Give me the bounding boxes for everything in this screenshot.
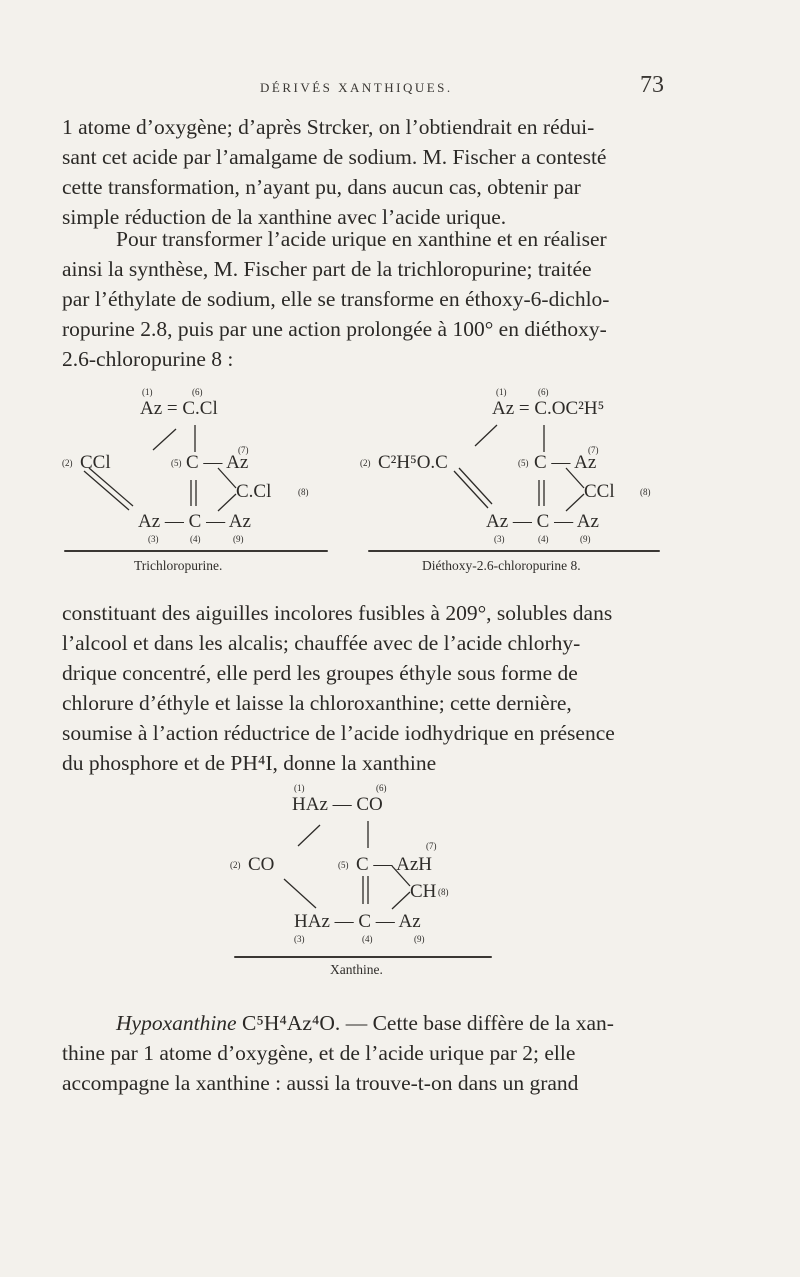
text-fragment: — Cette base diffère de la xan- (340, 1011, 614, 1035)
formula-caption: Trichloropurine. (134, 558, 223, 573)
formula-middle-row: C — Az (534, 452, 597, 473)
position-label: (1) (142, 387, 153, 397)
text-line: accompagne la xanthine : aussi la trouve-t-on dans un grand (62, 1071, 579, 1095)
position-label: (8) (640, 487, 651, 497)
text-line: ainsi la synthèse, M. Fischer part de la trichloropurine; traitée (62, 257, 592, 281)
formula-top-row: HAz — CO (292, 794, 383, 815)
formula-left-atom: CCl (80, 452, 111, 473)
text-line: 1 atome d’oxygène; d’après Strcker, on l’obtiendrait en rédui- (62, 115, 595, 139)
position-label: (2) (360, 458, 371, 468)
position-label: (6) (538, 387, 549, 397)
text-line: drique concentré, elle perd les groupes éthyle sous forme de (62, 661, 578, 685)
position-label: (6) (192, 387, 203, 397)
text-line: l’alcool et dans les alcalis; chauffée avec de l’acide chlorhy- (62, 631, 581, 655)
formula-top-row: Az = C.Cl (140, 398, 218, 419)
formula-left-atom: C²H⁵O.C (378, 452, 448, 473)
text-line: soumise à l’action réductrice de l’acide iodhydrique en présence (62, 721, 615, 745)
chemical-formula: C⁵H⁴Az⁴O. (241, 1011, 341, 1035)
text-line: chlorure d’éthyle et laisse la chloroxanthine; cette dernière, (62, 691, 572, 715)
position-label: (2) (230, 860, 241, 870)
diethoxy-chloropurine-formula (358, 384, 668, 584)
paragraph-4 (62, 1008, 668, 1098)
formula-caption: Xanthine. (330, 962, 383, 977)
text-line: cette transformation, n’ayant pu, dans aucun cas, obtenir par (62, 175, 581, 199)
formula-middle-row: C — Az (186, 452, 249, 473)
position-label: (5) (518, 458, 529, 468)
text-line (62, 1008, 668, 1038)
position-label: (2) (62, 458, 73, 468)
formula-middle-row: C — AzH (356, 854, 432, 875)
text-line: sant cet acide par l’amalgame de sodium. M. Fischer a contesté (62, 145, 607, 169)
text-line: Pour transformer l’acide urique en xanthine et en réaliser (116, 227, 607, 251)
text-line: 2.6-chloropurine 8 : (62, 347, 234, 371)
formula-caption: Diéthoxy-2.6-chloropurine 8. (422, 558, 581, 573)
position-label: (1) (294, 783, 305, 793)
position-label: (3) (148, 534, 159, 544)
position-label: (6) (376, 783, 387, 793)
page-number: 73 (640, 72, 664, 98)
formula-right-atom: C.Cl (236, 481, 272, 502)
formula-bottom-row: Az — C — Az (486, 511, 599, 532)
text-line: thine par 1 atome d’oxygène, et de l’acide urique par 2; elle (62, 1041, 576, 1065)
position-label: (5) (171, 458, 182, 468)
position-label: (9) (414, 934, 425, 944)
formula-rule (64, 550, 328, 552)
formula-right-atom: CCl (584, 481, 615, 502)
position-label: (3) (294, 934, 305, 944)
formula-rule (368, 550, 660, 552)
paragraph-3 (62, 598, 668, 778)
position-label: (7) (588, 445, 599, 455)
position-label: (9) (233, 534, 244, 544)
paragraph-1 (62, 112, 668, 232)
running-head: DÉRIVÉS XANTHIQUES. (260, 80, 453, 95)
formula-right-atom: CH (410, 881, 437, 902)
formula-bottom-row: HAz — C — Az (294, 911, 421, 932)
position-label: (1) (496, 387, 507, 397)
position-label: (7) (238, 445, 249, 455)
position-label: (4) (362, 934, 373, 944)
term-hypoxanthine: Hypoxanthine (116, 1011, 237, 1035)
position-label: (8) (298, 487, 309, 497)
text-line: du phosphore et de PH⁴I, donne la xanthine (62, 751, 437, 775)
text-line: ropurine 2.8, puis par une action prolongée à 100° en diéthoxy- (62, 317, 607, 341)
position-label: (5) (338, 860, 349, 870)
position-label: (3) (494, 534, 505, 544)
text-line: par l’éthylate de sodium, elle se transforme en éthoxy-6-dichlo- (62, 287, 610, 311)
paragraph-2 (62, 224, 668, 374)
xanthine-formula (228, 780, 508, 980)
trichloropurine-formula (58, 384, 338, 584)
text-line: simple réduction de la xanthine avec l’acide urique. (62, 205, 507, 229)
formula-top-row: Az = C.OC²H⁵ (492, 398, 605, 419)
text-line: constituant des aiguilles incolores fusibles à 209°, solubles dans (62, 601, 613, 625)
position-label: (9) (580, 534, 591, 544)
formula-left-atom: CO (248, 854, 275, 875)
formula-rule (234, 956, 492, 958)
position-label: (4) (190, 534, 201, 544)
formula-bottom-row: Az — C — Az (138, 511, 251, 532)
position-label: (8) (438, 887, 449, 897)
position-label: (7) (426, 841, 437, 851)
position-label: (4) (538, 534, 549, 544)
